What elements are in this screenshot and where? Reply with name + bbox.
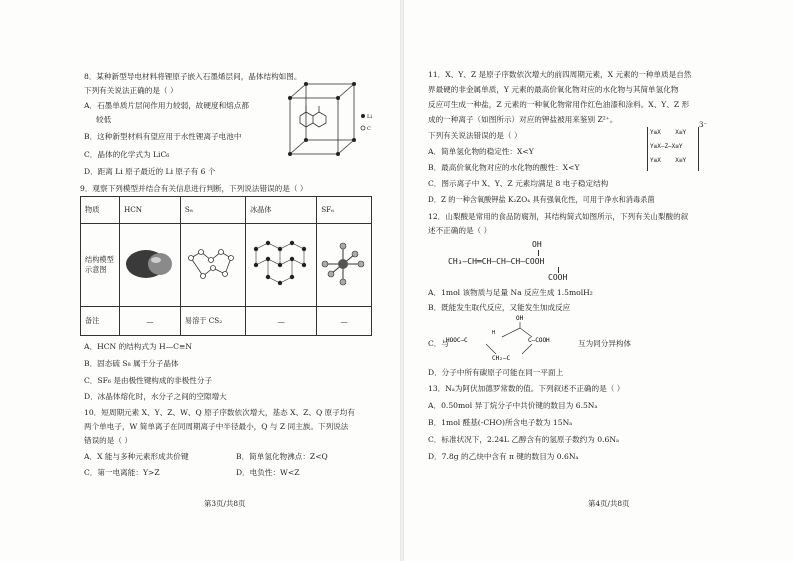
q11-stem-line1: 11．X、Y、Z 是原子序数依次增大的前四周期元素，X 元素的一种单质是自然 (428, 70, 692, 79)
table-header-cell: 冰晶体 (245, 197, 316, 224)
q8-ask: 下列有关说法正确的是（ ） (84, 86, 178, 95)
q12-stem-line2: 述不正确的是（ ） (428, 226, 492, 235)
q12-option-a: A．1mol 该物质与足量 Na 反应生成 1.5molH₂ (428, 288, 593, 297)
ring-left-label: HOOC—C (446, 337, 468, 344)
q11-option-b: B．最高价氧化物对应的水化物的酸性：X<Y (428, 163, 580, 172)
table-header-cell: SF₆ (317, 197, 372, 224)
q12-stem-line1: 12．山梨酸是常用的食品防腐剂，其结构简式如图所示，下列有关山梨酸的叙 (428, 212, 689, 221)
q8-option-a: A．石墨单质片层间作用力较弱，故硬度和熔点都 (84, 101, 249, 110)
table-header-cell: 物质 (81, 197, 120, 224)
q8-option-c: C．晶体的化学式为 LiC₆ (84, 150, 170, 159)
sorbic-structure-main: CH₃—CH═CH—CH—CH—COOH (448, 257, 545, 266)
q9-option-a: A．HCN 的结构式为 H—C≡N (84, 342, 192, 351)
q11-stem-line2: 界最硬的非金属单质，Y 元素的最高价氧化物对应的水化物与其简单氢化物 (428, 85, 679, 94)
q10-option-d: D．电负性：W<Z (236, 468, 300, 477)
q9-option-b: B．固态硫 S₈ 属于分子晶体 (84, 359, 179, 368)
ring-bottom-label: CH₂—C (492, 355, 511, 362)
q13-option-d: D．7.8g 的乙炔中含有 π 键的数目为 0.6Nₐ (428, 452, 579, 461)
q8-option-a-cont: 较低 (96, 115, 112, 124)
table-cell: — (245, 307, 316, 336)
q10-option-c: C．第一电离能：Y>Z (84, 468, 160, 477)
q12-option-c-prefix: C．与 (428, 339, 449, 348)
ion-charge: 3⁻ (699, 121, 708, 129)
sf6-model-cell (317, 223, 372, 307)
q9-option-c: C．SF₆ 是由极性键构成的非极性分子 (84, 376, 213, 385)
q11-option-d: D．Z 的一种含氧酸钾盐 K₂ZO₄ 具有强氧化性，可用于净水和消毒杀菌 (428, 195, 655, 204)
q8-stem: 8．某种新型导电材料将锂原子嵌入石墨烯层间，晶体结构如图。 (84, 72, 302, 81)
q11-option-a: A．简单氢化物的稳定性：X<Y (428, 147, 534, 156)
q12-option-c-suffix: 互为同分异构体 (578, 339, 632, 348)
table-cell: 易溶于 CS₂ (180, 307, 245, 336)
page-number-right: 第4页/共8页 (588, 499, 630, 508)
table-cell: — (120, 307, 181, 336)
q8-option-b: B．这种新型材料有望应用于水性锂离子电池中 (84, 132, 242, 141)
q10-option-a: A．X 能与多种元素形成共价键 (84, 452, 189, 461)
q9-option-d: D．冰晶体熔化时，水分子之间的空隙增大 (84, 392, 227, 401)
q13-option-a: A．0.50mol 异丁烷分子中共价键的数目为 6.5Nₐ (428, 401, 598, 410)
q10-stem-line1: 10．短周期元素 X、Y、Z、W、Q 原子序数依次增大，基态 X、Z、Q 原子均有 (84, 408, 355, 417)
legend-c-label: C (367, 126, 371, 132)
q10-stem-line2: 两个单电子，W 简单离子在同周期离子中半径最小，Q 与 Z 同主族。下列说法 (84, 422, 349, 431)
q11-option-c: C．图示离子中 X、Y、Z 元素均满足 8 电子稳定结构 (428, 179, 609, 188)
sf6-octahedral-model (321, 242, 365, 286)
q11-stem-line4: 成的一种离子（如图所示）对应的钾盐被用来鉴别 Z²⁺。 (428, 115, 618, 124)
s8-ring-model (185, 244, 239, 284)
q10-stem-line3: 错误的是（ ） (84, 436, 132, 445)
table-cell: — (317, 307, 372, 336)
legend-li-label: Li (367, 114, 372, 120)
hcn-model-cell (120, 223, 181, 307)
ion-top-row: Y≡X X≡Y (650, 129, 687, 136)
q11-ion-figure (647, 127, 699, 171)
ring-h-label: H (492, 330, 496, 336)
sorbic-oh-label: OH (532, 240, 542, 249)
q11-stem-line3: 反应可生成一种盐，Z 元素的一种氧化物常用作红色油漆和涂料。X、Y、Z 形 (428, 100, 690, 109)
q11-ask: 下列有关说法错误的是（ ） (428, 131, 522, 140)
hcn-space-filling-model (124, 244, 174, 284)
q13-option-c: C．标准状况下，2.24L 乙醇含有的氢原子数约为 0.6Nₐ (428, 435, 619, 444)
s8-model-cell (180, 223, 245, 307)
ion-bottom-row: Y≡X X≡Y (650, 157, 687, 164)
q9-stem: 9．观察下列模型并结合有关信息进行判断，下列说法错误的是（ ） (80, 184, 308, 193)
q8-option-d: D．距离 Li 原子最近的 Li 原子有 6 个 (84, 167, 216, 176)
table-header-cell: HCN (120, 197, 181, 224)
graphite-lithium-crystal-figure (276, 76, 376, 162)
struct-bond (538, 250, 539, 256)
q12-option-b: B．既能发生取代反应，又能发生加成反应 (428, 303, 571, 312)
cyclic-isomer-structure (446, 312, 576, 364)
ice-crystal-model (250, 239, 310, 289)
q10-option-b: B．简单氢化物沸点：Z<Q (236, 452, 328, 461)
q13-stem: 13．Nₐ为阿伏加德罗常数的值。下列叙述不正确的是（ ） (428, 384, 625, 393)
table-row-label: 结构模型 示意图 (81, 223, 120, 307)
q12-option-d: D．分子中所有碳原子可能在同一平面上 (428, 368, 564, 377)
ring-oh-label: OH (516, 315, 524, 322)
sorbic-cooh-label: COOH (548, 273, 568, 282)
page-number-left: 第3页/共8页 (204, 499, 246, 508)
ion-middle-row: Y≡X—Z—X≡Y (650, 143, 683, 150)
q13-option-b: B．1mol 醛基(-CHO)所含电子数为 15Nₐ (428, 418, 573, 427)
table-cell: 备注 (81, 307, 120, 336)
q9-models-table (80, 196, 372, 336)
table-header-cell: S₈ (180, 197, 245, 224)
ice-model-cell (245, 223, 316, 307)
ring-right-label: C—COOH (528, 337, 550, 344)
